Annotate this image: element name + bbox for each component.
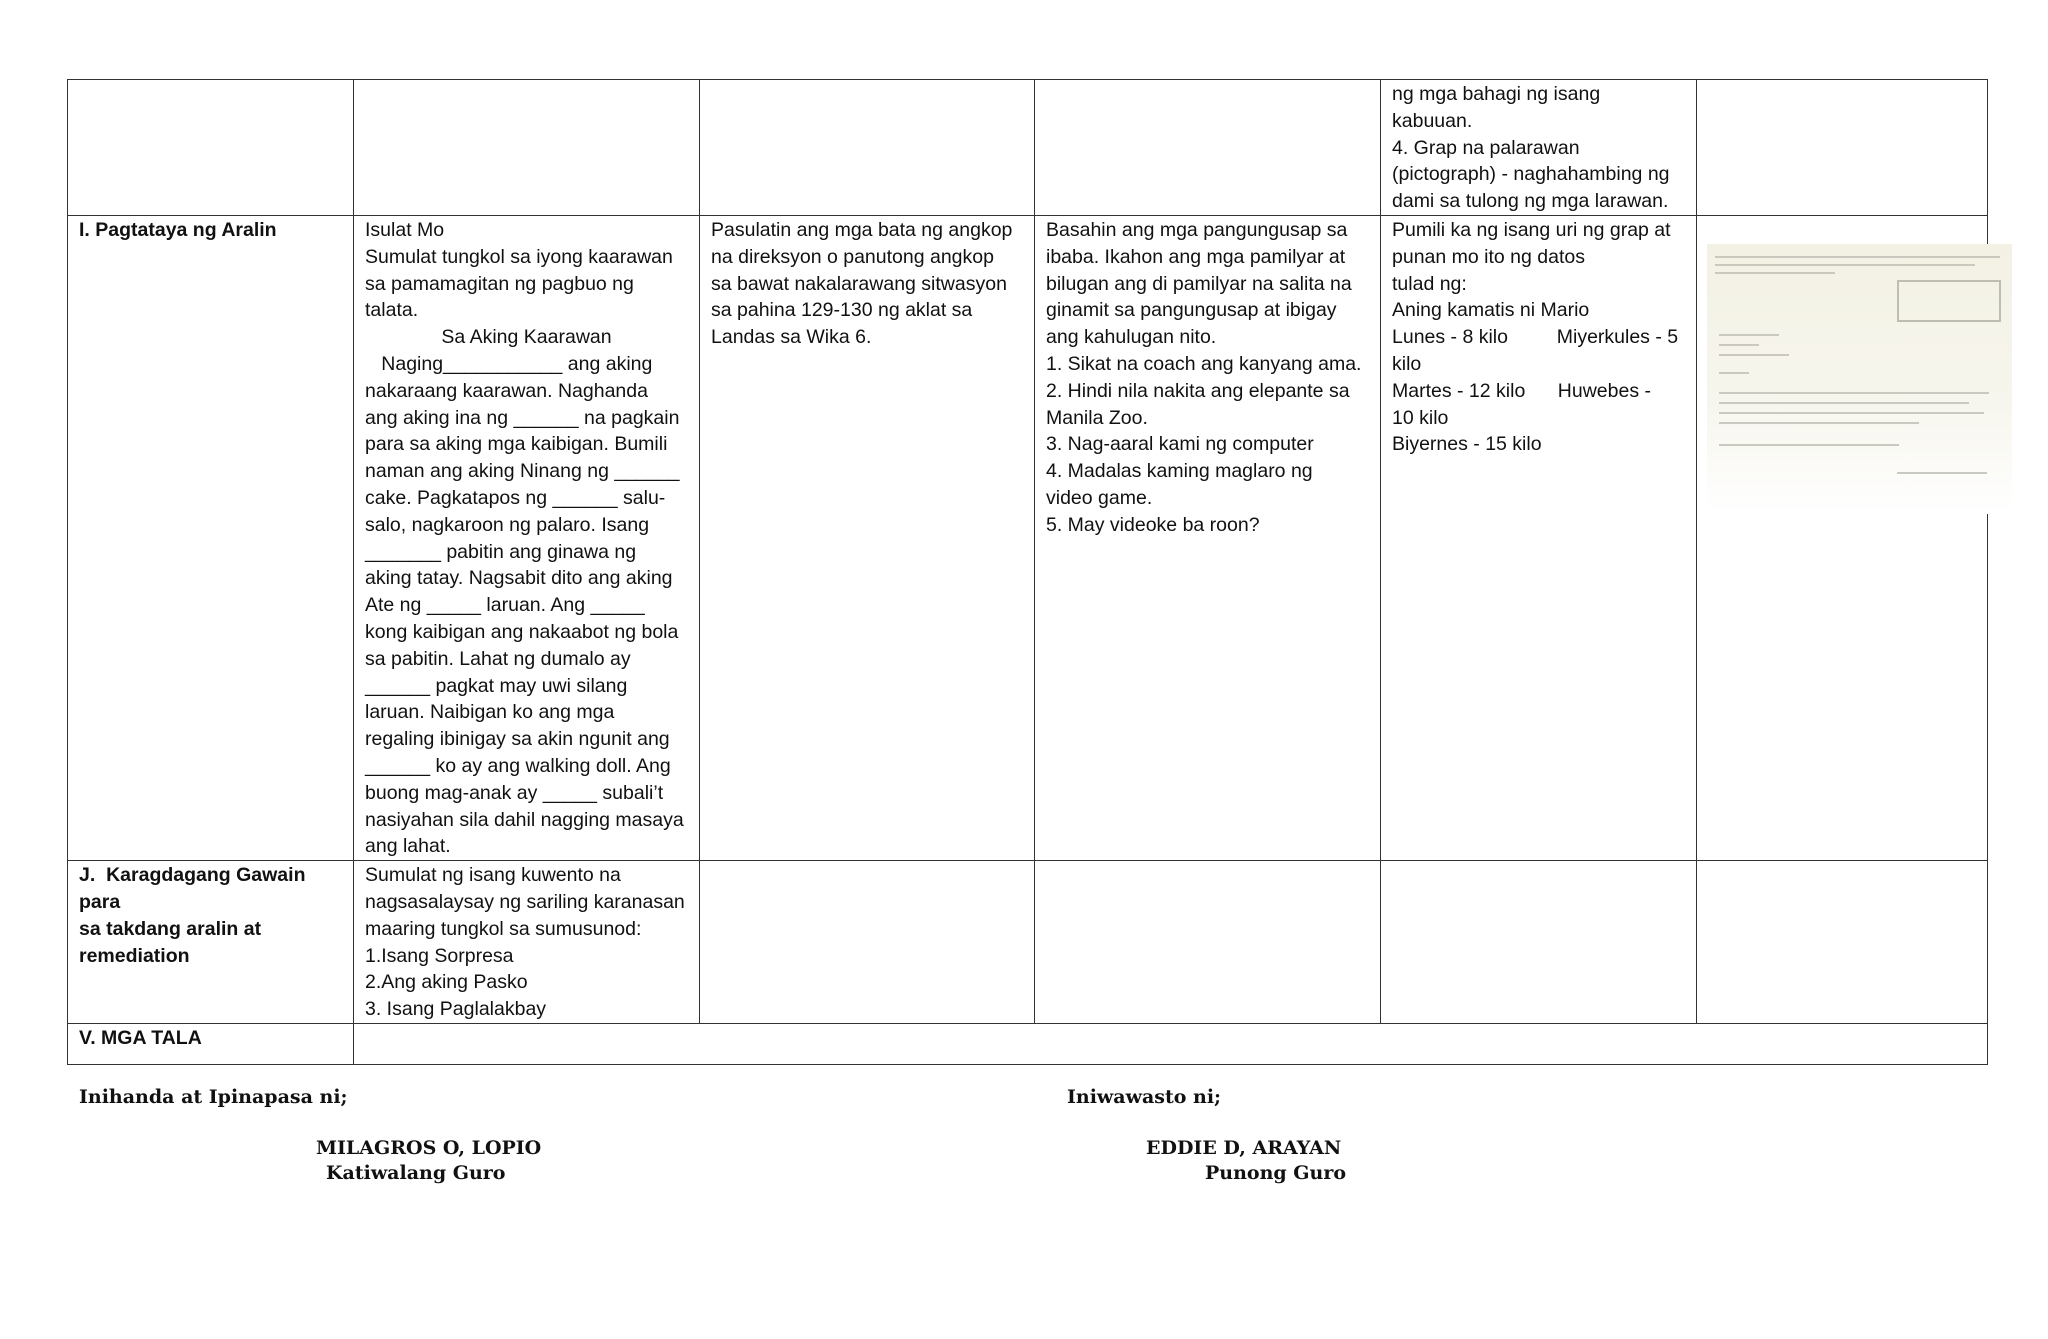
cell-line: laruan. Naibigan ko ang mga: [365, 701, 615, 724]
essay-title: Sa Aking Kaarawan: [441, 326, 612, 349]
cell-line: kabuuan.: [1392, 109, 1473, 132]
cell-line: dami sa tulong ng mga larawan.: [1392, 190, 1669, 213]
cell-line: 1. Sikat na coach ang kanyang ama.: [1046, 352, 1362, 375]
checked-by-title: Punong Guro: [1205, 1162, 1347, 1184]
cell-line: para sa aking mga kaibigan. Bumili: [365, 433, 668, 456]
cell-line: ibaba. Ikahon ang mga pamilyar at: [1046, 245, 1346, 268]
cell-line: aking tatay. Nagsabit dito ang aking: [365, 567, 673, 590]
sumulat-kuwento-cell: [354, 861, 700, 1024]
cell-line: ______ pagkat may uwi silang: [365, 674, 628, 697]
cell-line: tulad ng:: [1392, 272, 1467, 295]
cell-line: Isulat Mo: [365, 218, 445, 241]
cell-line: kilo: [1392, 352, 1422, 375]
cell-line: Martes - 12 kilo Huwebes -: [1392, 379, 1652, 402]
cell-line: Lunes - 8 kilo Miyerkules - 5: [1392, 326, 1679, 349]
cell-line: 10 kilo: [1392, 406, 1449, 429]
cell-line: 3. Nag-aaral kami ng computer: [1046, 433, 1314, 456]
isulat-mo-cell: [354, 215, 700, 860]
cell-line: cake. Pagkatapos ng ______ salu-: [365, 486, 666, 509]
cell-line: nakaraang kaarawan. Naghanda: [365, 379, 648, 402]
cell-line: 3. Isang Paglalakbay: [365, 998, 547, 1021]
cell-line: video game.: [1046, 486, 1153, 509]
cell-line: Landas sa Wika 6.: [711, 326, 872, 349]
cell-line: Naging___________ ang aking: [365, 352, 653, 375]
cell-line: J. Karagdagang Gawain para: [79, 864, 311, 913]
pasulatin-cell: [700, 215, 1035, 860]
cell-line: sa takdang aralin at: [79, 917, 262, 940]
cell-line: ______ ko ay ang walking doll. Ang: [365, 754, 671, 777]
cell-line: sa pahina 129-130 ng aklat sa: [711, 299, 973, 322]
cell-line: remediation: [79, 944, 190, 967]
cell-line: 2.Ang aking Pasko: [365, 971, 528, 994]
cell-line: Pasulatin ang mga bata ng angkop: [711, 218, 1013, 241]
cell-line: 1.Isang Sorpresa: [365, 944, 514, 967]
cell-line: kong kaibigan ang nakaabot ng bola: [365, 620, 679, 643]
prepared-by-name: MILAGROS O, LOPIO: [316, 1137, 542, 1159]
cell-line: nasiyahan sila dahil nagging masaya: [365, 808, 684, 831]
cell-line: ng mga bahagi ng isang: [1392, 83, 1601, 105]
cell-line: sa pabitin. Lahat ng dumalo ay: [365, 647, 631, 670]
cell-line: sa bawat nakalarawang sitwasyon: [711, 272, 1007, 295]
cell-line: bilugan ang di pamilyar na salita na: [1046, 272, 1352, 295]
cell-line: _______ pabitin ang ginawa ng: [365, 540, 637, 563]
table-row: [68, 861, 1988, 1024]
cell-line: Manila Zoo.: [1046, 406, 1148, 429]
basahin-cell: [1035, 215, 1381, 860]
checked-by-name: EDDIE D, ARAYAN: [1146, 1137, 1342, 1159]
cell-line: ang aking ina ng ______ na pagkain: [365, 406, 680, 429]
cell-line: Pumili ka ng isang uri ng grap at: [1392, 218, 1671, 241]
table-row: [68, 80, 1988, 216]
cell-line: Biyernes - 15 kilo: [1392, 433, 1542, 456]
table-row: [68, 215, 1988, 860]
cell-line: naman ang aking Ninang ng ______: [365, 460, 680, 483]
cell-line: 4. Madalas kaming maglaro ng: [1046, 460, 1313, 483]
cell-line: salo, nagkaroon ng palaro. Isang: [365, 513, 650, 536]
scanned-worksheet-cell: [1697, 215, 1988, 860]
cell-line: nagsasalaysay ng sariling karanasan: [365, 890, 685, 913]
cell-line: maaring tungkol sa sumusunod:: [365, 917, 642, 940]
prepared-by-label: Inihanda at Ipinapasa ni;: [79, 1086, 348, 1108]
table-cell: [1035, 80, 1381, 216]
cell-line: ang lahat.: [365, 835, 451, 858]
table-cell: [1697, 861, 1988, 1024]
row-label-pagtataya: I. Pagtataya ng Aralin: [68, 215, 354, 860]
row-label-karagdagang-gawain: [68, 861, 354, 1024]
cell-line: 4. Grap na palarawan: [1392, 136, 1580, 159]
table-cell: [354, 80, 700, 216]
cell-line: regaling ibinigay sa akin ngunit ang: [365, 728, 670, 751]
mga-tala-cell: [354, 1023, 1988, 1064]
pumili-cell: [1381, 215, 1697, 860]
cell-line: Ate ng _____ laruan. Ang _____: [365, 594, 645, 617]
cell-line: Sumulat ng isang kuwento na: [365, 864, 621, 887]
table-cell: [68, 80, 354, 216]
table-cell: [700, 861, 1035, 1024]
graph-types-cell: [1381, 80, 1697, 216]
table-cell: [1381, 861, 1697, 1024]
cell-line: talata.: [365, 299, 419, 322]
cell-line: Aning kamatis ni Mario: [1392, 299, 1590, 322]
table-cell: [1035, 861, 1381, 1024]
scanned-worksheet-image: [1707, 244, 2012, 514]
table-cell: [1697, 80, 1988, 216]
cell-line: 2. Hindi nila nakita ang elepante sa: [1046, 379, 1350, 402]
cell-line: sa pamamagitan ng pagbuo ng: [365, 272, 634, 295]
cell-line: (pictograph) - naghahambing ng: [1392, 163, 1670, 186]
cell-line: na direksyon o panutong angkop: [711, 245, 994, 268]
table-row: [68, 1023, 1988, 1064]
cell-line: punan mo ito ng datos: [1392, 245, 1585, 268]
lesson-plan-table: [67, 79, 1988, 1065]
cell-line: 5. May videoke ba roon?: [1046, 513, 1260, 536]
cell-line: ginamit sa pangungusap at ibigay: [1046, 299, 1337, 322]
checked-by-label: Iniwawasto ni;: [1067, 1086, 1222, 1108]
row-label-mga-tala: V. MGA TALA: [68, 1023, 354, 1064]
cell-line: buong mag-anak ay _____ subali’t: [365, 781, 664, 804]
table-cell: [700, 80, 1035, 216]
cell-line: ang kahulugan nito.: [1046, 326, 1217, 349]
cell-line: Sumulat tungkol sa iyong kaarawan: [365, 245, 673, 268]
cell-line: Basahin ang mga pangungusap sa: [1046, 218, 1348, 241]
prepared-by-title: Katiwalang Guro: [326, 1162, 506, 1184]
